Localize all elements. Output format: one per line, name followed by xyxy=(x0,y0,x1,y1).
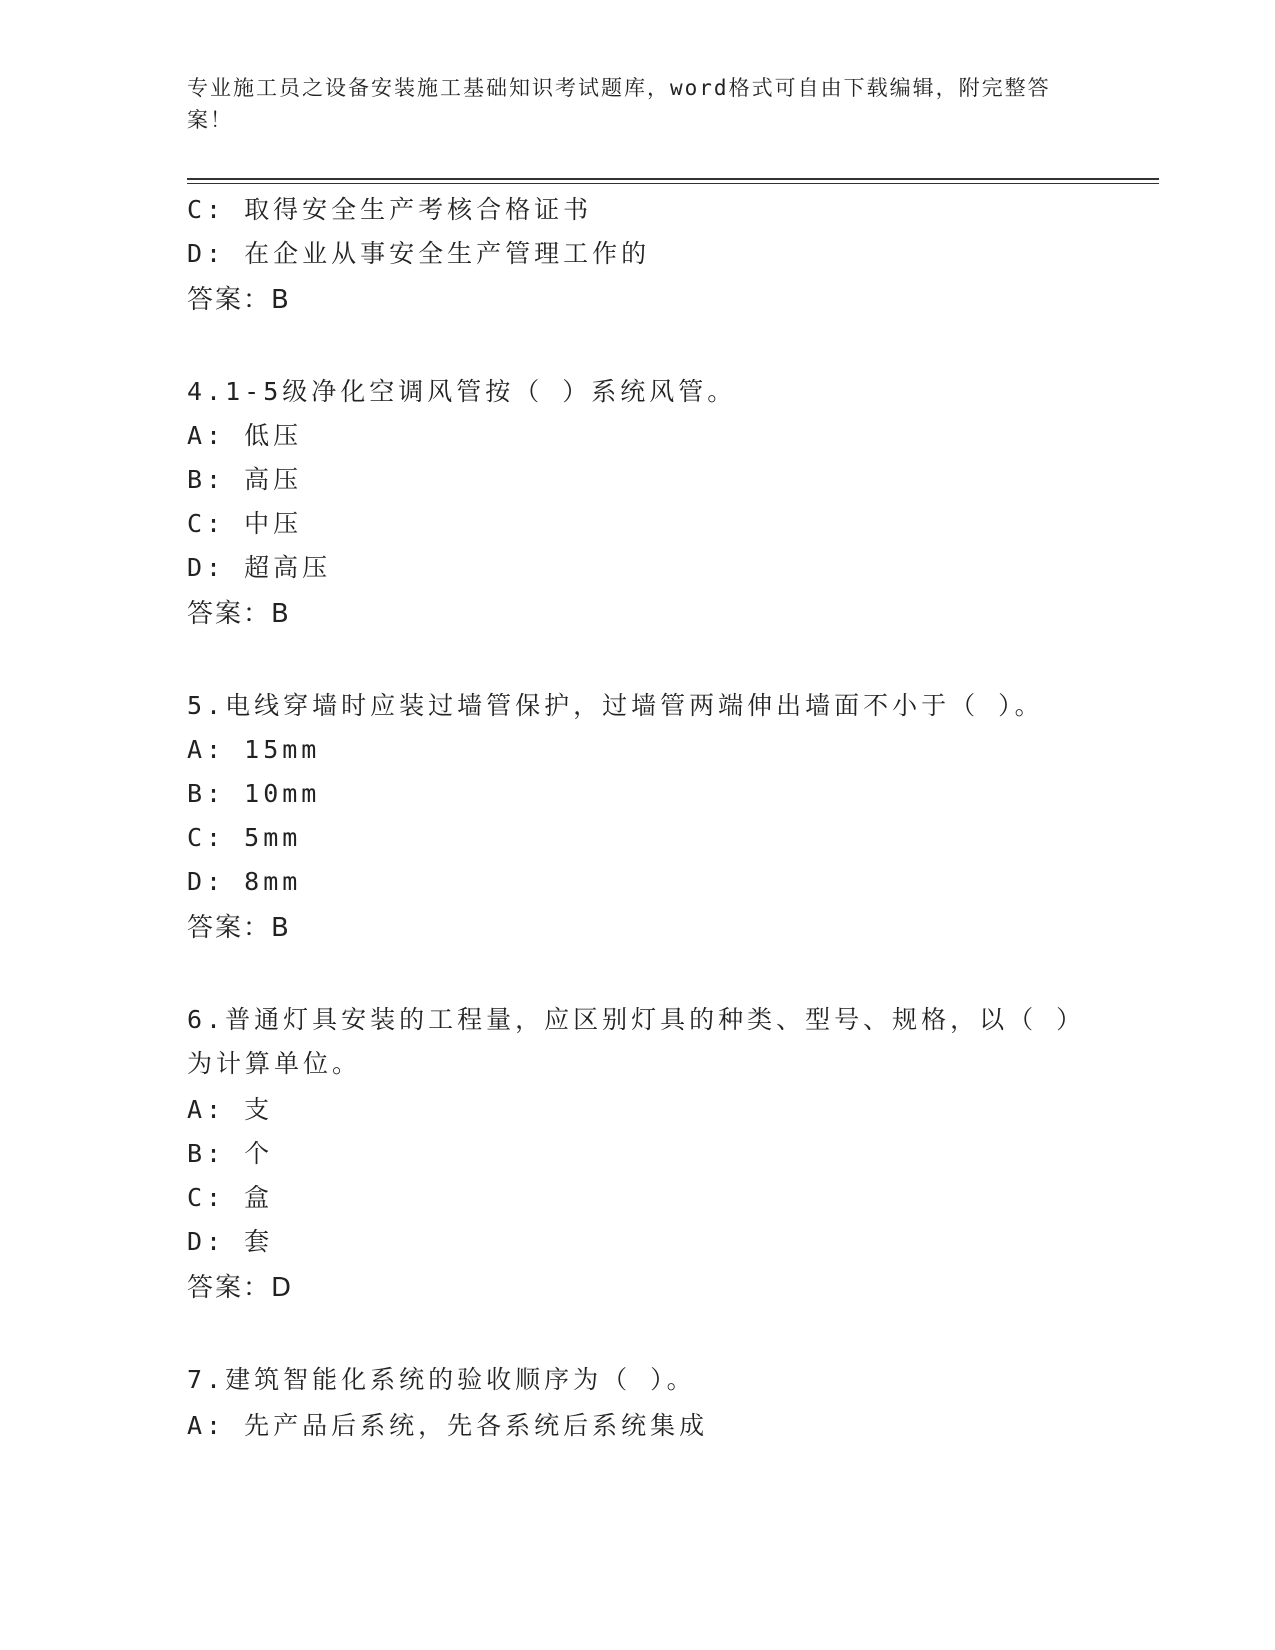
answer-line: 答案：B xyxy=(187,285,291,315)
option-c: C: 取得安全生产考核合格证书 xyxy=(187,195,593,224)
answer-line: 答案：D xyxy=(187,1273,294,1303)
option-a: A: 15mm xyxy=(187,735,321,764)
header-divider-thin xyxy=(187,183,1159,184)
option-b: B: 10mm xyxy=(187,779,321,808)
document-header: 专业施工员之设备安装施工基础知识考试题库，word格式可自由下载编辑，附完整答案！ xyxy=(187,76,1051,132)
question-stem: 6.普通灯具安装的工程量，应区别灯具的种类、型号、规格，以（ ） xyxy=(187,1005,1086,1034)
header-divider-thick xyxy=(187,178,1159,180)
answer-line: 答案：B xyxy=(187,913,291,943)
option-a: A: 低压 xyxy=(187,421,303,450)
option-c: C: 盒 xyxy=(187,1183,274,1212)
option-d: D: 在企业从事安全生产管理工作的 xyxy=(187,239,651,268)
option-d: D: 8mm xyxy=(187,867,302,896)
option-c: C: 5mm xyxy=(187,823,302,852)
answer-line: 答案：B xyxy=(187,599,291,629)
option-b: B: 个 xyxy=(187,1139,274,1168)
question-stem: 5.电线穿墙时应装过墙管保护，过墙管两端伸出墙面不小于（ ）。 xyxy=(187,691,1044,720)
option-d: D: 套 xyxy=(187,1227,274,1256)
option-b: B: 高压 xyxy=(187,465,303,494)
question-stem: 4.1-5级净化空调风管按（ ）系统风管。 xyxy=(187,377,737,406)
question-stem: 7.建筑智能化系统的验收顺序为（ ）。 xyxy=(187,1365,696,1394)
option-a: A: 先产品后系统，先各系统后系统集成 xyxy=(187,1411,709,1440)
question-stem-continued: 为计算单位。 xyxy=(187,1049,362,1078)
option-a: A: 支 xyxy=(187,1095,274,1124)
option-d: D: 超高压 xyxy=(187,553,332,582)
option-c: C: 中压 xyxy=(187,509,303,538)
